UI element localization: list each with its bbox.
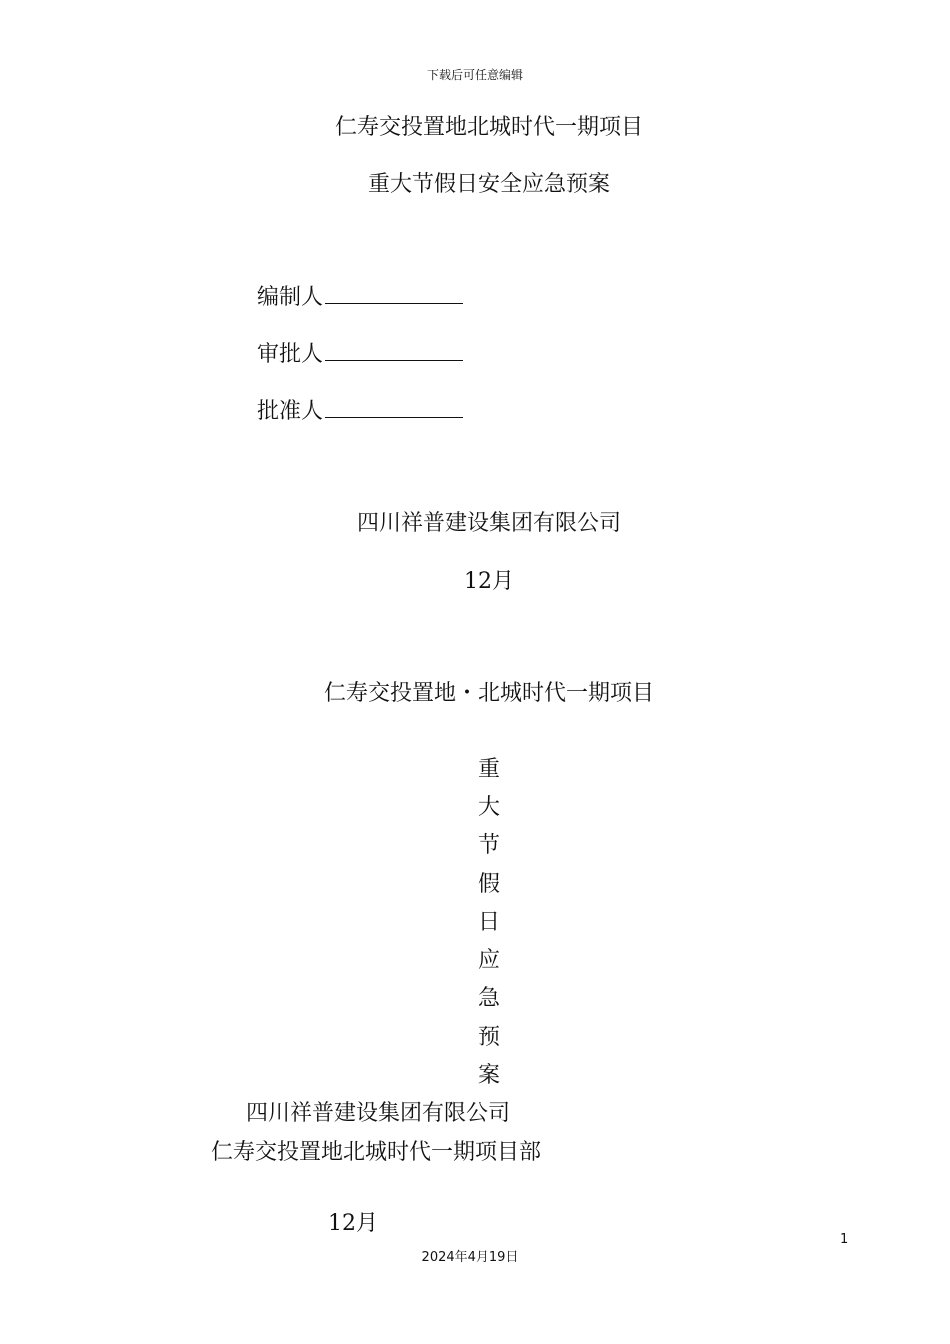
vertical-title-char: 假: [477, 872, 500, 897]
signature-compiler: [257, 280, 463, 311]
vertical-title-char: 应: [477, 948, 500, 973]
vertical-title-char: 案: [477, 1063, 500, 1088]
vertical-title-char: 大: [477, 795, 500, 820]
vertical-title-char: 重: [477, 757, 500, 782]
vertical-title-char: 预: [477, 1025, 500, 1050]
project-name: 仁寿交投置地・北城时代一期项目: [323, 681, 654, 706]
vertical-title-char: 日: [477, 910, 500, 935]
signature-label: 批准人: [257, 399, 324, 424]
vertical-title-char: 节: [477, 833, 500, 858]
signature-label: 审批人: [257, 342, 324, 367]
signature-blank-line: [325, 285, 463, 304]
cover-company: 四川祥普建设集团有限公司: [356, 511, 621, 536]
page-header-note: 下载后可任意编辑: [426, 68, 523, 82]
signature-label: 编制人: [257, 285, 324, 310]
footer-date: 2024年4月19日: [421, 1250, 519, 1265]
vertical-title-char: 急: [477, 986, 500, 1011]
cover-title-line1: 仁寿交投置地北城时代一期项目: [334, 115, 643, 140]
signature-blank-line: [325, 399, 463, 418]
cover-month: 12月: [464, 569, 514, 594]
second-month: 12月: [328, 1211, 378, 1236]
project-department: 仁寿交投置地北城时代一期项目部: [211, 1140, 542, 1165]
page-number: 1: [840, 1232, 849, 1247]
second-company: 四川祥普建设集团有限公司: [246, 1101, 511, 1126]
cover-title-line2: 重大节假日安全应急预案: [367, 172, 610, 197]
signature-reviewer: [257, 337, 463, 368]
signature-blank-line: [325, 342, 463, 361]
signature-approver: [257, 394, 463, 425]
